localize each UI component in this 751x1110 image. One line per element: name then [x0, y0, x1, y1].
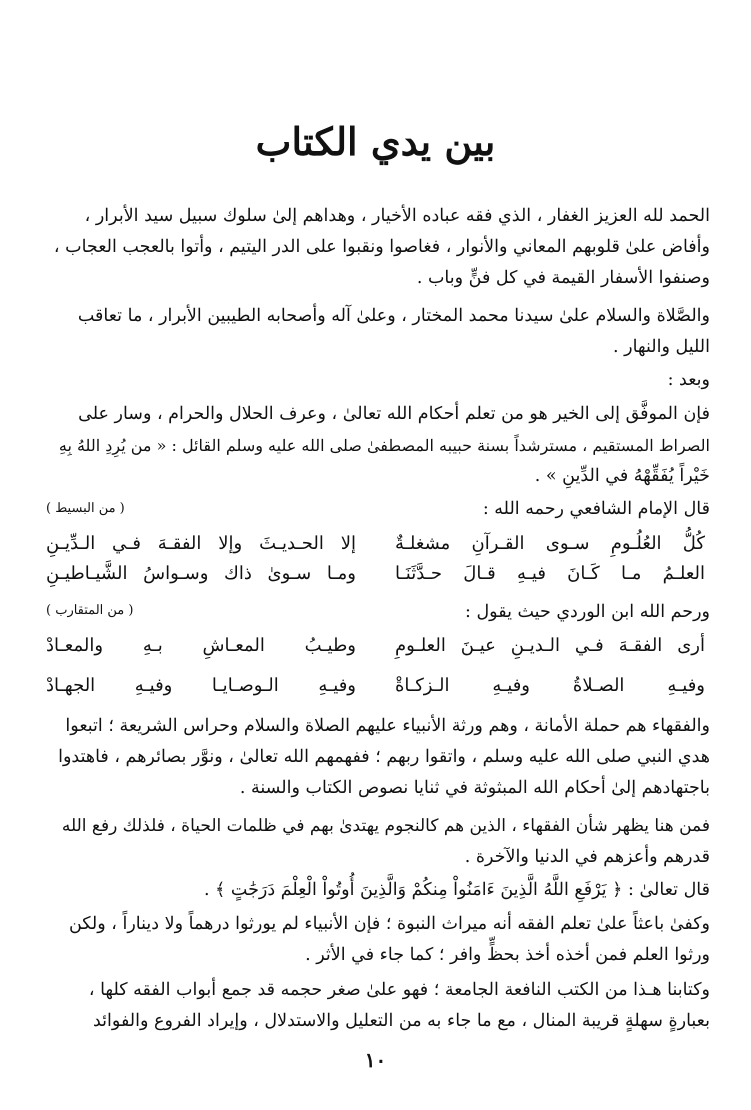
quran-verse: قال تعالىٰ : ﴿ يَرْفَعِ اللَّهُ الَّذِينَ ءَامَنُواْ مِنكُمْ وَالَّذِينَ أُوتُواْ الْعِلْمَ دَرَجَٰتٍ ﴾ . [203, 880, 710, 900]
para4-line-3: باجتهادهم إلىٰ أحكام الله المبثوثة في ثنايا نصوص الكتاب والسنة . [239, 778, 710, 798]
para5-line-2: قدرهم وأعزهم في الدنيا والآخرة . [464, 847, 710, 867]
page-number: ١٠ [364, 1048, 387, 1072]
para8-line-2: بعبارةٍ سهلةٍ قريبة المنال ، مع ما جاء به من التعليل والاستدلال ، وإيراد الفروع والفوائد [92, 1011, 710, 1031]
para3-line-2: الصراط المستقيم ، مسترشداً بسنة حبيبه المصطفىٰ صلى الله عليه وسلم القائل : « من يُرِدِ اللهُ بِهِ [58, 436, 710, 455]
para1-line-3: وصنفوا الأسفار القيمة في كل فنٍّ وباب . [416, 268, 710, 288]
para1-line-1: الحمد لله العزيز الغفار ، الذي فقه عباده الأخيار ، وهداهم إلىٰ سلوك سبيل سيد الأبرار ، [84, 206, 710, 226]
wardi-verse-2-right: وفيـهِ الصـلاةُ وفيـهِ الـزكـاةْ [395, 675, 705, 696]
para1-line-2: وأفاض علىٰ قلوبهم المعاني والأنوار ، فغاصوا ونقبوا على الدر اليتيم ، وأتوا بالعجب العجاب ، [53, 237, 710, 257]
para4-line-2: هدي النبي صلى الله عليه وسلم ، واتقوا ربهم ؛ ففهمهم الله تعالىٰ ، ونوَّر بصائرهم ، فاهتدوا [58, 747, 710, 767]
shafii-verse-1-left: إلا الحـديـثَ وإلا الفقـهَ فـي الـدِّيـنِ [46, 533, 356, 554]
shafii-intro: قال الإمام الشافعي رحمه الله : [482, 499, 710, 519]
shafii-verse-2-left: ومـا سـوىٰ ذاك وسـواسُ الشَّيـاطيـنِ [46, 563, 356, 584]
para2-line-1: والصَّلاة والسلام علىٰ سيدنا محمد المختار ، وعلىٰ آله وأصحابه الطيبين الأبرار ، ما تعاقب [77, 306, 710, 326]
para3-line-1: فإن الموفَّق إلى الخير هو من تعلم أحكام الله تعالىٰ ، وعرف الحلال والحرام ، وسار على [78, 404, 710, 424]
chapter-title: بين يدي الكتاب [255, 119, 496, 164]
shafii-verse-2-right: العلـمُ مـا كَـانَ فيـهِ قـالَ حـدَّثَنَـا [395, 563, 705, 584]
wardi-intro: ورحم الله ابن الوردي حيث يقول : [465, 602, 710, 622]
wardi-meter: ( من المتقارب ) [46, 603, 134, 618]
para5-line-1: فمن هنا يظهر شأن الفقهاء ، الذين هم كالنجوم يهتدىٰ بهم في ظلمات الحياة ، فلذلك رفع الله [61, 816, 710, 836]
para4-line-1: والفقهاء هم حملة الأمانة ، وهم ورثة الأنبياء عليهم الصلاة والسلام وحراس الشريعة ؛ اتبعوا [65, 716, 710, 736]
para8-line-1: وكتابنا هـذا من الكتب النافعة الجامعة ؛ فهو علىٰ صغر حجمه قد جمع أبواب الفقه كلها ، [88, 980, 710, 1000]
wardi-verse-1-right: أرى الفقـهَ فـي الـديـنِ عيـنَ العلـومِ [395, 635, 705, 656]
wardi-verse-1-left: وطيـبُ المعـاشِ بـهِ والمعـادْ [46, 635, 356, 656]
para3-line-3: خَيْراً يُفَقِّهْهُ في الدِّينِ » . [534, 466, 710, 486]
shafii-verse-1-right: كُلُّ العُلُـومِ سـوى القـرآنِ مشغلـةٌ [395, 533, 705, 554]
para2-line-2: الليل والنهار . [613, 337, 710, 357]
para7-line-1: وكفىٰ باعثاً علىٰ تعلم الفقه أنه ميراث النبوة ؛ فإن الأنبياء لم يورثوا درهماً ولا ديناراً ، ولكن [68, 914, 710, 934]
para7-line-2: ورثوا العلم فمن أخذه أخذ بحظٍّ وافر ؛ كما جاء في الأثر . [305, 945, 710, 965]
wardi-verse-2-left: وفيـهِ الـوصـايـا وفيـهِ الجهـادْ [46, 675, 356, 696]
shafii-meter: ( من البسيط ) [46, 501, 125, 516]
wabad-heading: وبعد : [667, 370, 710, 390]
